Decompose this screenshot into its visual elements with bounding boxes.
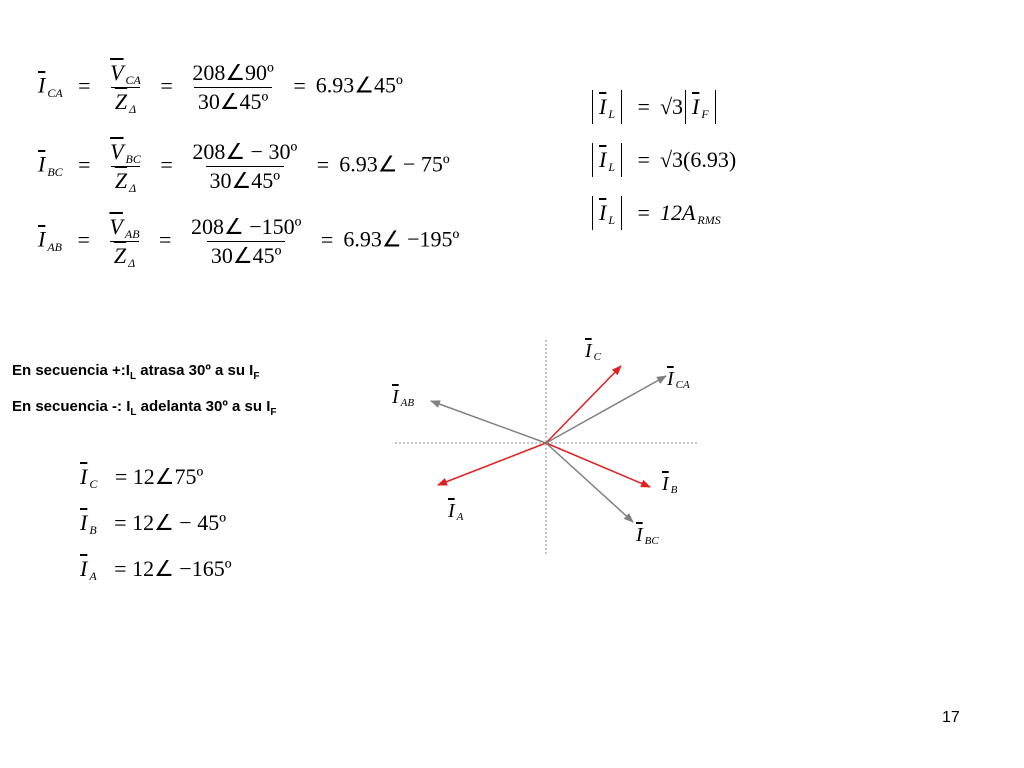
eq-iab-result: 6.93∠ −195º [343, 226, 460, 252]
eq-ibc: $\overline{I}$ BC = $\frac{\overline{V} BC}{\overline{Z} \Delta}$ = $\frac{\text{208∠ − 30º}}{\text{30∠45º}}$ = 6.93∠ − 75º [38, 139, 450, 195]
phasor-ibc [546, 443, 633, 522]
note-positive-sequence: En secuencia $+:I_L$ atrasa 30º a su $I_F$ [12, 362, 260, 382]
note-negative-sequence: En secuencia -: $I_L$ adelanta 30º a su $I_F$ [12, 398, 277, 418]
eq-ibc-result: 6.93∠ − 75º [339, 151, 450, 177]
label-ic: $\overline{I}$ C [585, 340, 602, 363]
label-ia: $\overline{I}$ A [448, 500, 464, 523]
eq-ica-frac1: $\frac{\overline{V} CA}{\overline{Z} \Delta}$ [110, 60, 141, 116]
eq-ibc-frac1: $\frac{\overline{V} BC}{\overline{Z} \Delta}$ [110, 139, 141, 195]
eq-iab: $\overline{I}$ AB = $\frac{\overline{V} AB}{\overline{Z} \Delta}$ = $\frac{\text{208∠ −150º}}{\text{30∠45º}}$ = 6.93∠ −195º [38, 214, 460, 270]
eq-ica: $\overline{I}$ CA = $\frac{\overline{V} CA}{\overline{Z} \Delta}$ = $\frac{\text{208∠90º}}{\text{30∠45º}}$ = 6.93∠45º [38, 60, 403, 116]
line-current-ia: $\overline{I}$ A = 12∠ −165º [80, 556, 232, 583]
eq-ica-result: 6.93∠45º [315, 72, 403, 98]
eq-ibc-frac2: $\frac{\text{208∠ − 30º}}{\text{30∠45º}}$ [192, 139, 298, 193]
eq-ica-frac2: $\frac{\text{208∠90º}}{\text{30∠45º}}$ [192, 60, 274, 114]
page-number: 17 [942, 709, 960, 726]
phasor-ic [546, 366, 621, 443]
line-current-ib: $\overline{I}$ B = 12∠ − 45º [80, 510, 227, 537]
label-iab: $\overline{I}$ AB [392, 386, 415, 409]
phasor-ica [546, 376, 666, 443]
eq-iab-frac1: $\frac{\overline{V} AB}{\overline{Z} \Delta}$ [109, 214, 140, 270]
label-ibc: $\overline{I}$ BC [636, 524, 659, 547]
phasor-ia [438, 443, 546, 485]
mag-eq-1: $\overline{I}$ L = √3 $\overline{I}$ F [592, 90, 716, 124]
label-ib: $\overline{I}$ B [662, 473, 678, 496]
eq-ica-lhs: $\overline{I}$ [38, 72, 46, 98]
eq-iab-frac2: $\frac{\text{208∠ −150º}}{\text{30∠45º}}$ [190, 214, 302, 268]
line-current-ic: $\overline{I}$ C = 12∠75º [80, 464, 204, 491]
eq-ica-lhs-sub: CA [47, 85, 63, 100]
label-ica: $\overline{I}$ CA [667, 368, 690, 391]
mag-eq-2: $\overline{I}$ L = √3(6.93) [592, 143, 736, 177]
phasor-iab [431, 401, 546, 443]
mag-eq-3: $\overline{I}$ L = 12A RMS [592, 196, 721, 230]
phasor-ib [546, 443, 650, 487]
